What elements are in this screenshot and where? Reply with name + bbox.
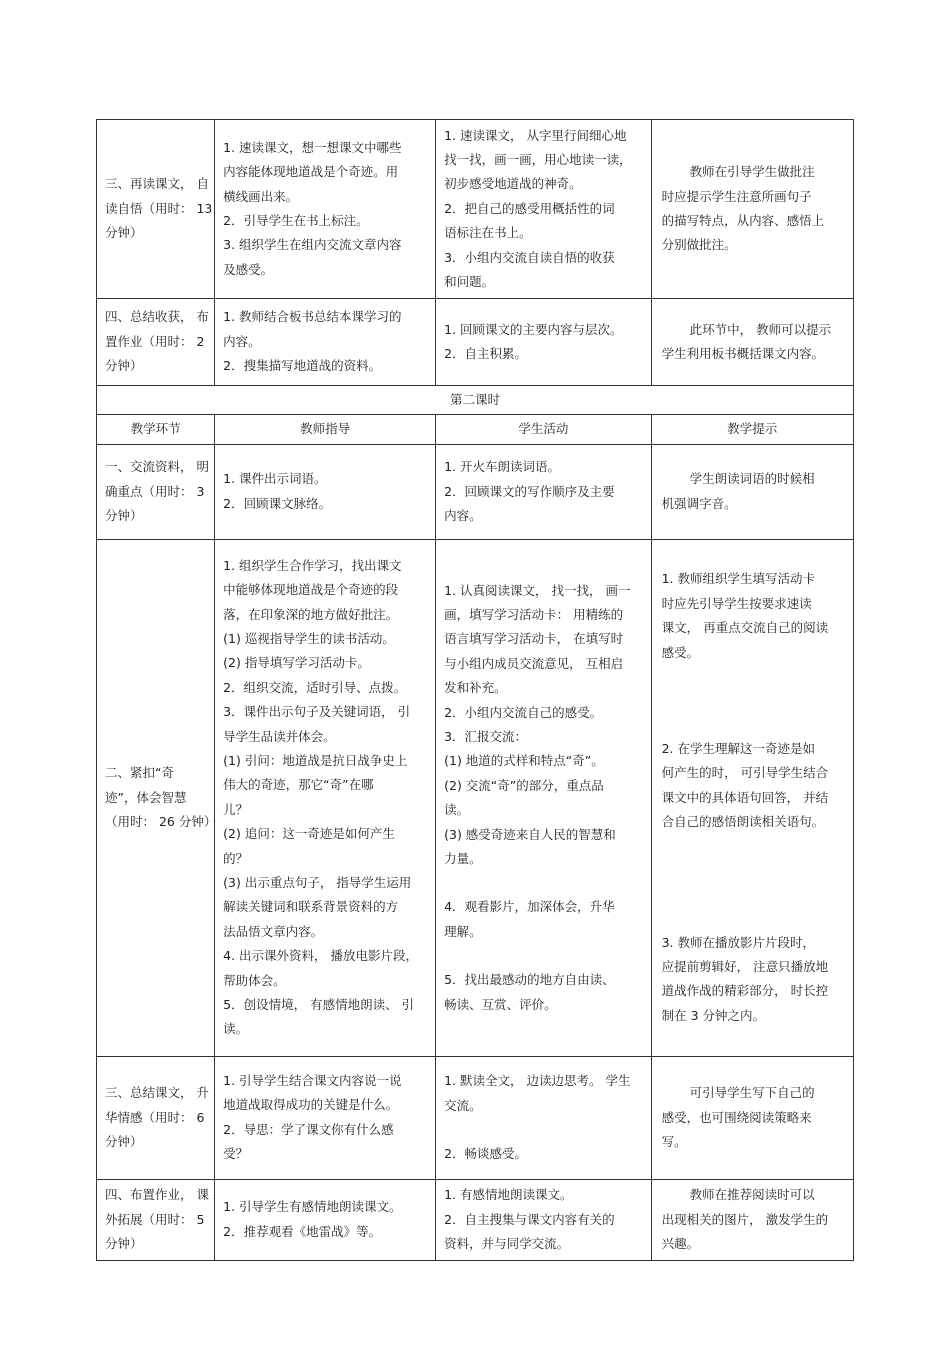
tips-cell — [651, 120, 853, 299]
cell-line: 4. 出示课外资料， 播放电影片段， — [223, 948, 419, 964]
cell-line: 1. 速读课文，想一想课文中哪些 — [223, 139, 402, 155]
student-cell — [436, 120, 652, 299]
cell-line: 学生利用板书概括课文内容。 — [661, 346, 825, 361]
lesson1-rows — [97, 120, 854, 386]
cell-line: 1. 认真阅读课文， 找一找， 画一 — [444, 582, 631, 598]
cell-line: 力量。 — [444, 851, 482, 867]
lesson2-header — [97, 386, 854, 445]
cell-line: 4．观看影片，加深体会，升华 — [444, 899, 615, 915]
cell-line: 分钟） — [105, 1236, 143, 1252]
cell-line: 帮助体会。 — [223, 972, 286, 988]
stage-cell — [97, 299, 215, 386]
teacher-cell — [215, 444, 436, 539]
cell-line: 三、再读课文， 自 — [105, 176, 209, 192]
cell-line: 教师在引导学生做批注 — [689, 164, 815, 180]
header-student: 学生活动 — [436, 415, 652, 444]
cell-line: 1. 教师组织学生填写活动卡 — [661, 571, 816, 587]
cell-line: 道战作战的精彩部分， 时长控 — [661, 983, 829, 999]
cell-line: 迹”，体会智慧 — [105, 789, 187, 805]
student-cell — [436, 1179, 652, 1260]
blank-line — [662, 713, 845, 737]
cell-line: 1. 回顾课文的主要内容与层次。 — [444, 321, 623, 337]
cell-line: 读。 — [444, 802, 470, 818]
cell-line: 分别做批注。 — [661, 237, 737, 253]
cell-line: 中能够体现地道战是个奇迹的段 — [223, 582, 399, 598]
cell-line: 2．搜集描写地道战的资料。 — [223, 358, 382, 374]
cell-line: (3) 出示重点句子， 指导学生运用 — [223, 875, 412, 891]
cell-line: (1) 巡视指导学生的读书活动。 — [223, 630, 395, 646]
cell-line: 3．小组内交流自读自悟的收获 — [444, 249, 615, 265]
cell-line: 和问题。 — [444, 274, 495, 290]
blank-line — [662, 689, 845, 713]
cell-line: 一、交流资料， 明 — [105, 459, 209, 475]
teacher-cell — [215, 120, 436, 299]
cell-line: 华情感（用时： 6 — [105, 1109, 205, 1125]
cell-line: 1. 组织学生合作学习，找出课文 — [223, 557, 402, 573]
cell-line: 教师在推荐阅读时可以 — [689, 1187, 815, 1203]
cell-line: 导学生品读并体会。 — [223, 728, 336, 744]
student-cell — [436, 1056, 652, 1179]
cell-line: 2．导思：学了课文你有什么感 — [223, 1121, 394, 1137]
stage-cell — [97, 120, 215, 299]
cell-line: 应提前剪辑好， 注意只播放地 — [661, 959, 829, 975]
cell-line: 感受。 — [661, 644, 700, 660]
tips-cell — [651, 1179, 853, 1260]
cell-line: 2．小组内交流自己的感受。 — [444, 704, 603, 720]
cell-line: 读。 — [223, 1021, 249, 1037]
cell-line: 2. 在学生理解这一奇迹是如 — [661, 741, 816, 756]
teacher-cell — [215, 1179, 436, 1260]
cell-line: 解读关键词和联系背景资料的方 — [223, 899, 399, 915]
cell-line: 画，填写学习活动卡： 用精练的 — [444, 606, 624, 622]
cell-line: 内容。 — [444, 508, 482, 524]
cell-line: 1. 教师结合板书总结本课学习的 — [223, 309, 402, 325]
cell-line: 畅读、互赏、评价。 — [444, 996, 557, 1012]
cell-line: 儿？ — [223, 801, 249, 817]
cell-line: 分钟） — [105, 225, 143, 241]
cell-line: 5．创设情境， 有感情地朗读、 引 — [223, 997, 415, 1013]
cell-line: 2．自主积累。 — [444, 346, 528, 361]
cell-line: 2．畅谈感受。 — [444, 1146, 528, 1162]
cell-line: 横线画出来。 — [223, 188, 299, 204]
stage-cell — [97, 1056, 215, 1179]
cell-line: 发和补充。 — [444, 680, 507, 696]
cell-line: 可引导学生写下自己的 — [689, 1085, 815, 1101]
cell-line: 分钟） — [105, 358, 143, 374]
cell-line: 1. 引导学生结合课文内容说一说 — [223, 1073, 402, 1088]
table-row — [97, 120, 854, 299]
cell-line: 2．把自己的感受用概括性的词 — [444, 200, 615, 216]
cell-line: 2．组织交流，适时引导、点拨。 — [223, 679, 407, 695]
cell-line: 理解。 — [444, 923, 482, 939]
cell-line: 课文， 再重点交流自己的阅读 — [661, 620, 829, 636]
cell-line: 及感受。 — [223, 261, 274, 277]
teacher-cell — [215, 539, 436, 1056]
student-cell — [436, 299, 652, 386]
header-teacher: 教师指导 — [215, 415, 436, 444]
cell-line: 何产生的时， 可引导学生结合 — [661, 765, 829, 781]
cell-line: 1. 默读全文， 边读边思考。 学生 — [444, 1073, 631, 1089]
cell-line: 3．汇报交流： — [444, 729, 528, 744]
blank-line — [444, 1118, 643, 1142]
cell-line: 外拓展（用时： 5 — [105, 1211, 205, 1227]
cell-line: 学生朗读词语的时候相 — [689, 471, 815, 487]
cell-line: (2) 指导填写学习活动卡。 — [223, 655, 370, 671]
cell-line: (1) 地道的式样和特点“奇”。 — [444, 753, 604, 769]
cell-line: 初步感受地道战的神奇。 — [444, 176, 582, 192]
cell-line: 的？ — [223, 850, 249, 866]
cell-line: 二、紧扣“奇 — [105, 765, 174, 781]
cell-line: (2) 追问：这一奇迹是如何产生 — [223, 826, 395, 842]
tips-cell — [651, 444, 853, 539]
cell-line: 1. 课件出示词语。 — [223, 471, 327, 487]
table-row — [97, 1056, 854, 1179]
cell-line: (1) 引问：地道战是抗日战争史上 — [223, 753, 408, 768]
table-row — [97, 539, 854, 1056]
cell-line: 找一找，画一画，用心地读一读， — [444, 151, 632, 167]
cell-line: 地道战取得成功的关键是什么。 — [223, 1097, 399, 1113]
cell-line: (3) 感受奇迹来自人民的智慧和 — [444, 826, 616, 842]
cell-line: 语言填写学习活动卡， 在填写时 — [444, 631, 624, 647]
teacher-cell — [215, 299, 436, 386]
cell-line: 1. 开火车朗读词语。 — [444, 459, 561, 475]
cell-line: 分钟） — [105, 508, 143, 524]
cell-line: 分钟） — [105, 1134, 143, 1150]
cell-line: 法品悟文章内容。 — [223, 923, 324, 939]
blank-line — [662, 665, 845, 689]
column-header-row — [97, 415, 854, 444]
cell-line: （用时： 26 分钟） — [105, 814, 217, 830]
cell-line: 确重点（用时： 3 — [105, 483, 205, 499]
cell-line: 交流。 — [444, 1097, 482, 1113]
cell-line: 与小组内成员交流意见， 互相启 — [444, 655, 624, 671]
teacher-cell — [215, 1056, 436, 1179]
student-cell — [436, 539, 652, 1056]
cell-line: 3．课件出示句子及关键词语， 引 — [223, 704, 411, 720]
cell-line: 语标注在书上。 — [444, 225, 532, 241]
cell-line: 2．回顾课文脉络。 — [223, 495, 332, 511]
cell-line: 内容能体现地道战是个奇迹。用 — [223, 164, 399, 180]
cell-line: 1. 有感情地朗读课文。 — [444, 1187, 573, 1203]
cell-line: 内容。 — [223, 333, 261, 349]
cell-line: 四、布置作业， 课 — [105, 1187, 209, 1203]
cell-line: 5．找出最感动的地方自由读、 — [444, 972, 615, 988]
stage-cell — [97, 1179, 215, 1260]
cell-line: 制在 3 分钟之内。 — [661, 1007, 766, 1023]
stage-cell — [97, 444, 215, 539]
blank-line — [662, 907, 845, 931]
blank-line — [662, 859, 845, 883]
cell-line: 感受，也可围绕阅读策略来 — [661, 1109, 812, 1125]
section-title: 第二课时 — [97, 386, 854, 415]
blank-line — [662, 835, 845, 859]
cell-line: 读自悟（用时： 13 — [105, 200, 213, 216]
cell-line: 伟大的奇迹，那它“奇”在哪 — [223, 777, 374, 793]
lesson2-rows — [97, 444, 854, 1260]
cell-line: 落，在印象深的地方做好批注。 — [223, 606, 399, 622]
cell-line: 写。 — [661, 1134, 687, 1150]
cell-line: 四、总结收获， 布 — [105, 309, 209, 325]
cell-line: 合自己的感悟朗读相关语句。 — [661, 814, 825, 830]
cell-line: 出现相关的图片， 激发学生的 — [661, 1211, 829, 1227]
tips-cell — [651, 539, 853, 1056]
lesson-plan-table — [96, 119, 854, 1261]
header-tips: 教学提示 — [651, 415, 853, 444]
cell-line: 时应先引导学生按要求速读 — [661, 595, 812, 611]
cell-line: 1. 速读课文， 从字里行间细心地 — [444, 127, 627, 143]
table-row — [97, 444, 854, 539]
cell-line: 3. 教师在播放影片片段时， — [661, 934, 816, 950]
cell-line: 2．自主搜集与课文内容有关的 — [444, 1211, 615, 1227]
table-row — [97, 299, 854, 386]
section-title-row — [97, 386, 854, 415]
cell-line: 机强调字音。 — [661, 495, 737, 511]
cell-line: (2) 交流“奇”的部分，重点品 — [444, 777, 604, 793]
cell-line: 置作业（用时： 2 — [105, 333, 205, 349]
header-stage: 教学环节 — [97, 415, 215, 444]
cell-line: 时应提示学生注意所画句子 — [661, 188, 812, 204]
cell-line: 受？ — [223, 1146, 249, 1162]
cell-line: 2．推荐观看《地雷战》等。 — [223, 1223, 382, 1239]
cell-line: 课文中的具体语句回答， 并结 — [661, 789, 829, 805]
blank-line — [662, 883, 845, 907]
tips-cell — [651, 1056, 853, 1179]
cell-line: 兴趣。 — [661, 1236, 700, 1252]
student-cell — [436, 444, 652, 539]
cell-line: 此环节中， 教师可以提示 — [689, 321, 832, 337]
cell-line: 资料，并与同学交流。 — [444, 1236, 570, 1252]
tips-cell — [651, 299, 853, 386]
cell-line: 的描写特点，从内容、感悟上 — [661, 213, 825, 228]
cell-line: 1. 引导学生有感情地朗读课文。 — [223, 1199, 402, 1215]
cell-line: 三、总结课文， 升 — [105, 1085, 209, 1101]
blank-line — [444, 944, 643, 968]
stage-cell — [97, 539, 215, 1056]
blank-line — [444, 871, 643, 895]
cell-line: 2．回顾课文的写作顺序及主要 — [444, 483, 615, 499]
table-row — [97, 1179, 854, 1260]
cell-line: 3. 组织学生在组内交流文章内容 — [223, 237, 402, 253]
cell-line: 2．引导学生在书上标注。 — [223, 213, 369, 228]
